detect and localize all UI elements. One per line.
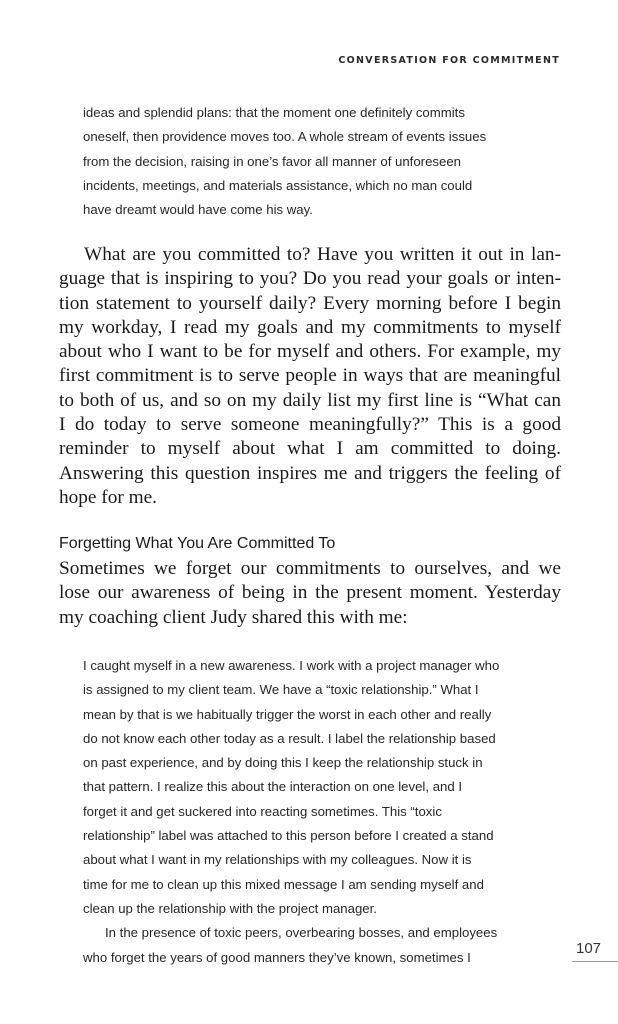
quote-line: about what I want in my relationships with my colleagues. Now it is [83, 852, 472, 868]
body-line: guage that is inspiring to you? Do you read your goals or inten- [59, 268, 561, 290]
page-number: 107 [576, 940, 602, 957]
quote-line: relationship” label was attached to this person before I created a stand [83, 828, 494, 844]
quote-line: ideas and splendid plans: that the moment one definitely commits [83, 105, 465, 120]
body-line: What are you committed to? Have you written it out in lan- [84, 244, 561, 265]
quote-line: from the decision, raising in one’s favor all manner of unforeseen [83, 153, 462, 169]
quote-line: forget it and get suckered into reacting sometimes. This “toxic [83, 803, 442, 819]
quote-line: In the presence of toxic peers, overbearing bosses, and employees [105, 925, 498, 941]
body-line: tion statement to yourself daily? Every morning before I begin [59, 292, 561, 314]
running-head: CONVERSATION FOR COMMITMENT [338, 55, 560, 66]
quote-line: have dreamt would have come his way. [83, 202, 313, 218]
block-quote-judy [83, 654, 543, 970]
body-line: first commitment is to serve people in ways that are meaningful [59, 365, 561, 387]
body-line: hope for me. [59, 486, 157, 508]
quote-line: is assigned to my client team. We have a “toxic relationship.” What I [83, 682, 479, 698]
body-line: to both of us, and so on my daily list my first line is “What can [59, 389, 561, 411]
quote-line: incidents, meetings, and materials assistance, which no man could [83, 177, 473, 193]
quote-line: who forget the years of good manners they’ve known, sometimes I [83, 949, 471, 965]
quote-line: oneself, then providence moves too. A whole stream of events issues [83, 129, 487, 145]
body-paragraph-forgetting [59, 557, 561, 630]
body-line: my workday, I read my goals and my commitments to myself [59, 316, 561, 338]
body-line: my coaching client Judy shared this with me: [59, 606, 408, 628]
section-heading: Forgetting What You Are Committed To [59, 535, 336, 552]
quote-line: I caught myself in a new awareness. I work with a project manager who [83, 658, 500, 673]
quote-line: do not know each other today as a result. I label the relationship based [83, 730, 496, 746]
quote-line: on past experience, and by doing this I keep the relationship stuck in [83, 755, 483, 771]
body-line: Answering this question inspires me and triggers the feeling of [59, 462, 561, 484]
body-paragraph-commitment [59, 243, 561, 510]
quote-line: clean up the relationship with the project manager. [83, 900, 377, 916]
quote-line: mean by that is we habitually trigger the worst in each other and really [83, 706, 492, 722]
body-line: about who I want to be for myself and others. For example, my [59, 341, 561, 363]
body-line: lose our awareness of being in the present moment. Yesterday [59, 582, 561, 604]
quote-line: time for me to clean up this mixed message I am sending myself and [83, 876, 484, 892]
body-line: I do today to serve someone meaningfully?” This is a good [59, 414, 561, 436]
quote-line: that pattern. I realize this about the interaction on one level, and I [83, 779, 463, 795]
body-line: Sometimes we forget our commitments to ourselves, and we [59, 558, 561, 579]
body-line: reminder to myself about what I am committed to doing. [59, 438, 561, 460]
block-quote-continued [83, 101, 543, 222]
page-number-rule [572, 961, 618, 962]
